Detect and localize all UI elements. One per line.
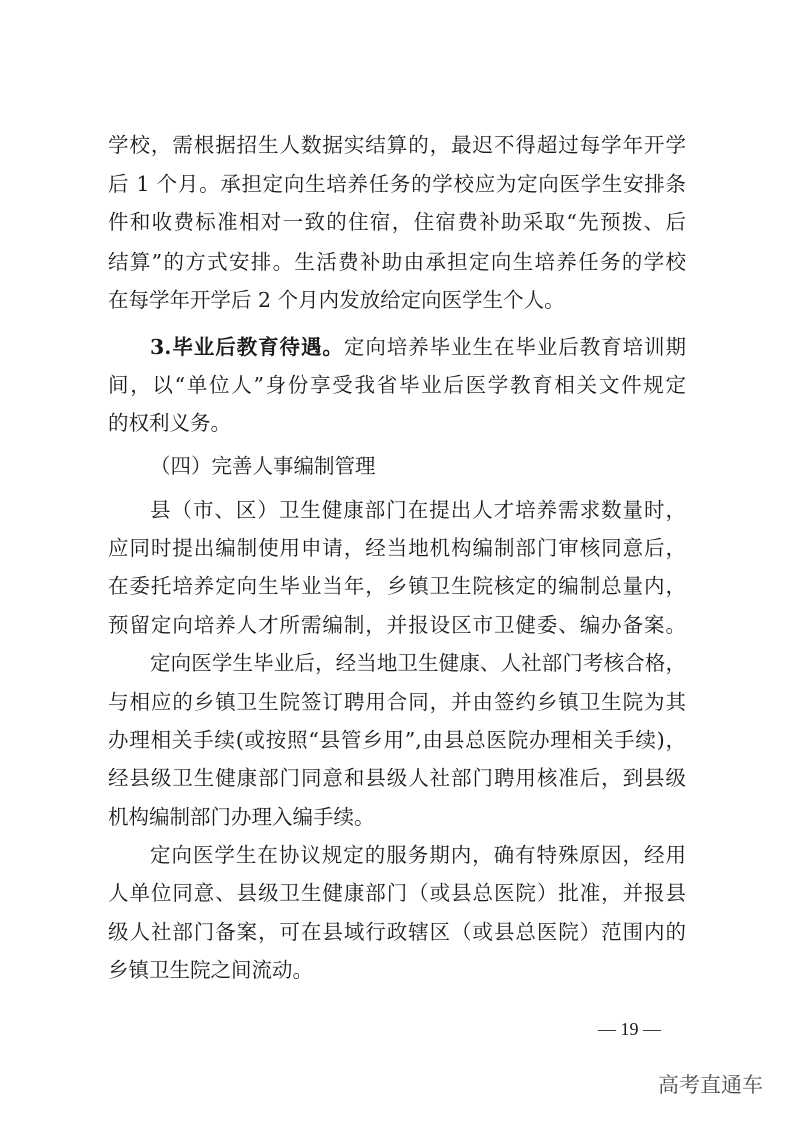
text-line: 定向医学生在协议规定的服务期内，确有特殊原因，经用 <box>150 843 686 867</box>
text-line: 乡镇卫生院之间流动。 <box>108 958 313 982</box>
text-line: 件和收费标准相对一致的住宿，住宿费补助采取“先预拨、后 <box>108 210 686 234</box>
text-line: 与相应的乡镇卫生院签订聘用合同，并由签约乡镇卫生院为其 <box>108 690 686 714</box>
text-line: 间，以“单位人”身份享受我省毕业后医学教育相关文件规定 <box>108 373 686 397</box>
text-line: 经县级卫生健康部门同意和县级人社部门聘用核准后，到县级 <box>108 766 686 790</box>
page-number: — 19 — <box>598 1019 661 1039</box>
text-line <box>150 334 686 360</box>
watermark-text: 高考直通车 <box>658 1073 763 1097</box>
text-line: 定向医学生毕业后，经当地卫生健康、人社部门考核合格， <box>150 651 686 675</box>
text-line: 机构编制部门办理入编手续。 <box>108 805 375 829</box>
text-line: 学校，需根据招生人数据实结算的，最迟不得超过每学年开学 <box>108 133 686 157</box>
text-line: 的权利义务。 <box>108 411 231 435</box>
section-heading: （四）完善人事编制管理 <box>150 454 376 478</box>
text-line: 在每学年开学后 2 个月内发放给定向医学生个人。 <box>108 288 565 312</box>
text-line: 人单位同意、县级卫生健康部门（或县总医院）批准，并报县 <box>108 881 686 905</box>
text-line: 后 1 个月。承担定向生培养任务的学校应为定向医学生安排条 <box>108 172 686 196</box>
text-line: 在委托培养定向生毕业当年，乡镇卫生院核定的编制总量内， <box>108 574 686 598</box>
section-lead-title: 3.毕业后教育待遇。 <box>150 335 344 359</box>
text-span: 定向培养毕业生在毕业后教育培训期 <box>343 335 686 359</box>
text-line: 结算”的方式安排。生活费补助由承担定向生培养任务的学校 <box>108 250 686 274</box>
text-line: 级人社部门备案，可在县域行政辖区（或县总医院）范围内的 <box>108 920 686 944</box>
text-line: 预留定向培养人才所需编制，并报设区市卫健委、编办备案。 <box>108 613 686 637</box>
text-line: 应同时提出编制使用申请，经当地机构编制部门审核同意后， <box>108 536 686 560</box>
text-line: 县（市、区）卫生健康部门在提出人才培养需求数量时， <box>150 498 686 522</box>
text-line: 办理相关手续(或按照“县管乡用”,由县总医院办理相关手续)， <box>108 728 686 752</box>
